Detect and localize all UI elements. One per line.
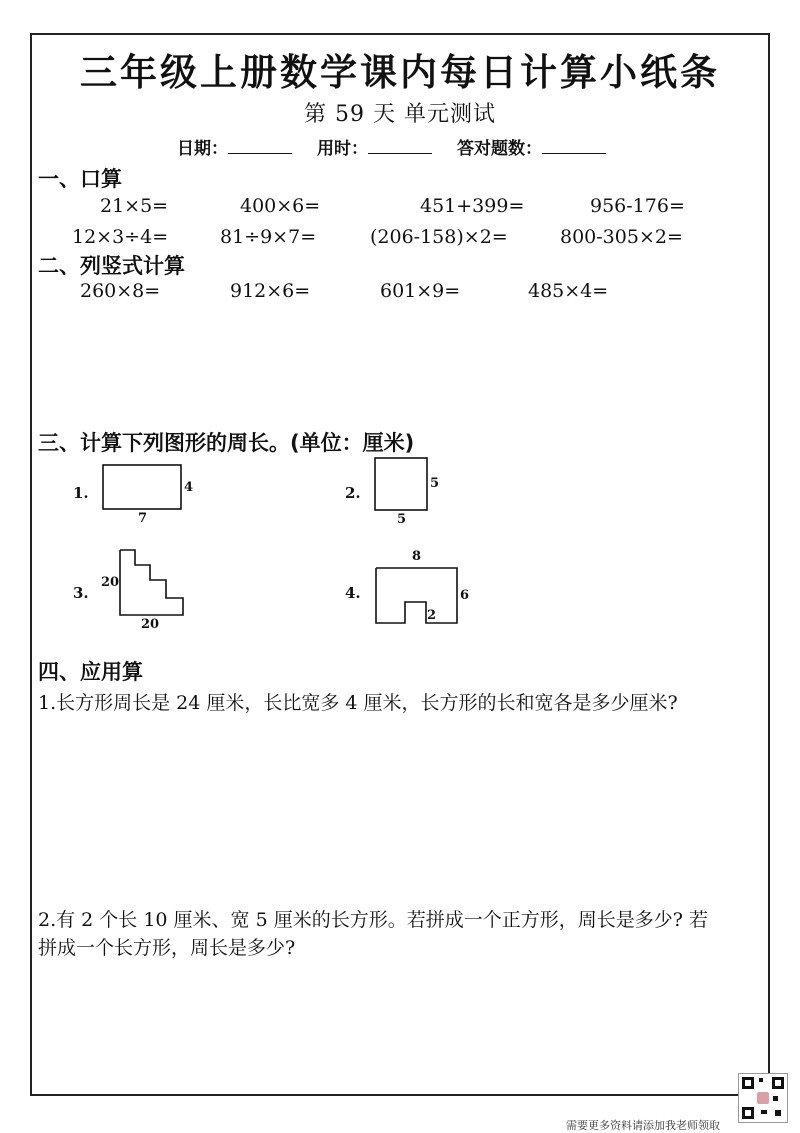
figure-2-label: 2. — [345, 484, 361, 502]
time-label: 用时： — [317, 139, 368, 159]
problem-1: 1.长方形周长是 24 厘米，长比宽多 4 厘米，长方形的长和宽各是多少厘米? — [38, 692, 678, 714]
oral-item: 21×5= — [100, 195, 169, 217]
figure-1-bottom: 7 — [138, 511, 148, 526]
figure-3-bottom: 20 — [141, 617, 160, 632]
figure-3-staircase — [120, 550, 183, 615]
qr-code-icon — [738, 1073, 788, 1123]
figure-4-label: 4. — [345, 584, 361, 602]
figure-1-side: 4 — [184, 480, 194, 495]
oral-item: (206-158)×2= — [370, 226, 508, 248]
section-perimeter-heading: 三、计算下列图形的周长。(单位：厘米) — [38, 431, 415, 455]
figure-4-side: 6 — [460, 588, 470, 603]
figure-4-notched-shape — [376, 568, 457, 623]
footer-note: 需要更多资料请添加我老师领取 — [566, 1119, 720, 1132]
figure-4-notch: 2 — [427, 608, 437, 623]
problem-2-line-1: 2.有 2 个长 10 厘米、宽 5 厘米的长方形。若拼成一个正方形，周长是多少? 若 — [38, 909, 708, 931]
section-application-heading: 四、应用算 — [38, 660, 143, 684]
score-label: 答对题数： — [457, 139, 542, 159]
vertical-item: 260×8= — [80, 280, 161, 302]
figure-4-top: 8 — [412, 549, 422, 564]
date-label: 日期： — [177, 139, 228, 159]
problem-2-line-2: 拼成一个长方形，周长是多少? — [38, 937, 296, 959]
oral-item: 81÷9×7= — [220, 226, 317, 248]
figure-2-square — [375, 458, 427, 510]
figure-2-bottom: 5 — [397, 512, 407, 527]
vertical-item: 601×9= — [380, 280, 461, 302]
section-oral-heading: 一、口算 — [38, 167, 122, 191]
figure-2-side: 5 — [430, 476, 440, 491]
oral-item: 400×6= — [240, 195, 321, 217]
figure-3-label: 3. — [73, 584, 89, 602]
oral-item: 12×3÷4= — [72, 226, 169, 248]
oral-item: 451+399= — [420, 195, 525, 217]
figure-1-label: 1. — [73, 484, 89, 502]
vertical-item: 485×4= — [528, 280, 609, 302]
figure-3-side: 20 — [101, 575, 120, 590]
vertical-item: 912×6= — [230, 280, 311, 302]
page-title: 三年级上册数学课内每日计算小纸条 — [80, 51, 720, 94]
oral-item: 800-305×2= — [560, 226, 683, 248]
oral-item: 956-176= — [590, 195, 685, 217]
page-subtitle: 第 59 天 单元测试 — [304, 102, 496, 127]
figure-1-rectangle — [103, 465, 181, 509]
section-vertical-heading: 二、列竖式计算 — [38, 254, 185, 278]
